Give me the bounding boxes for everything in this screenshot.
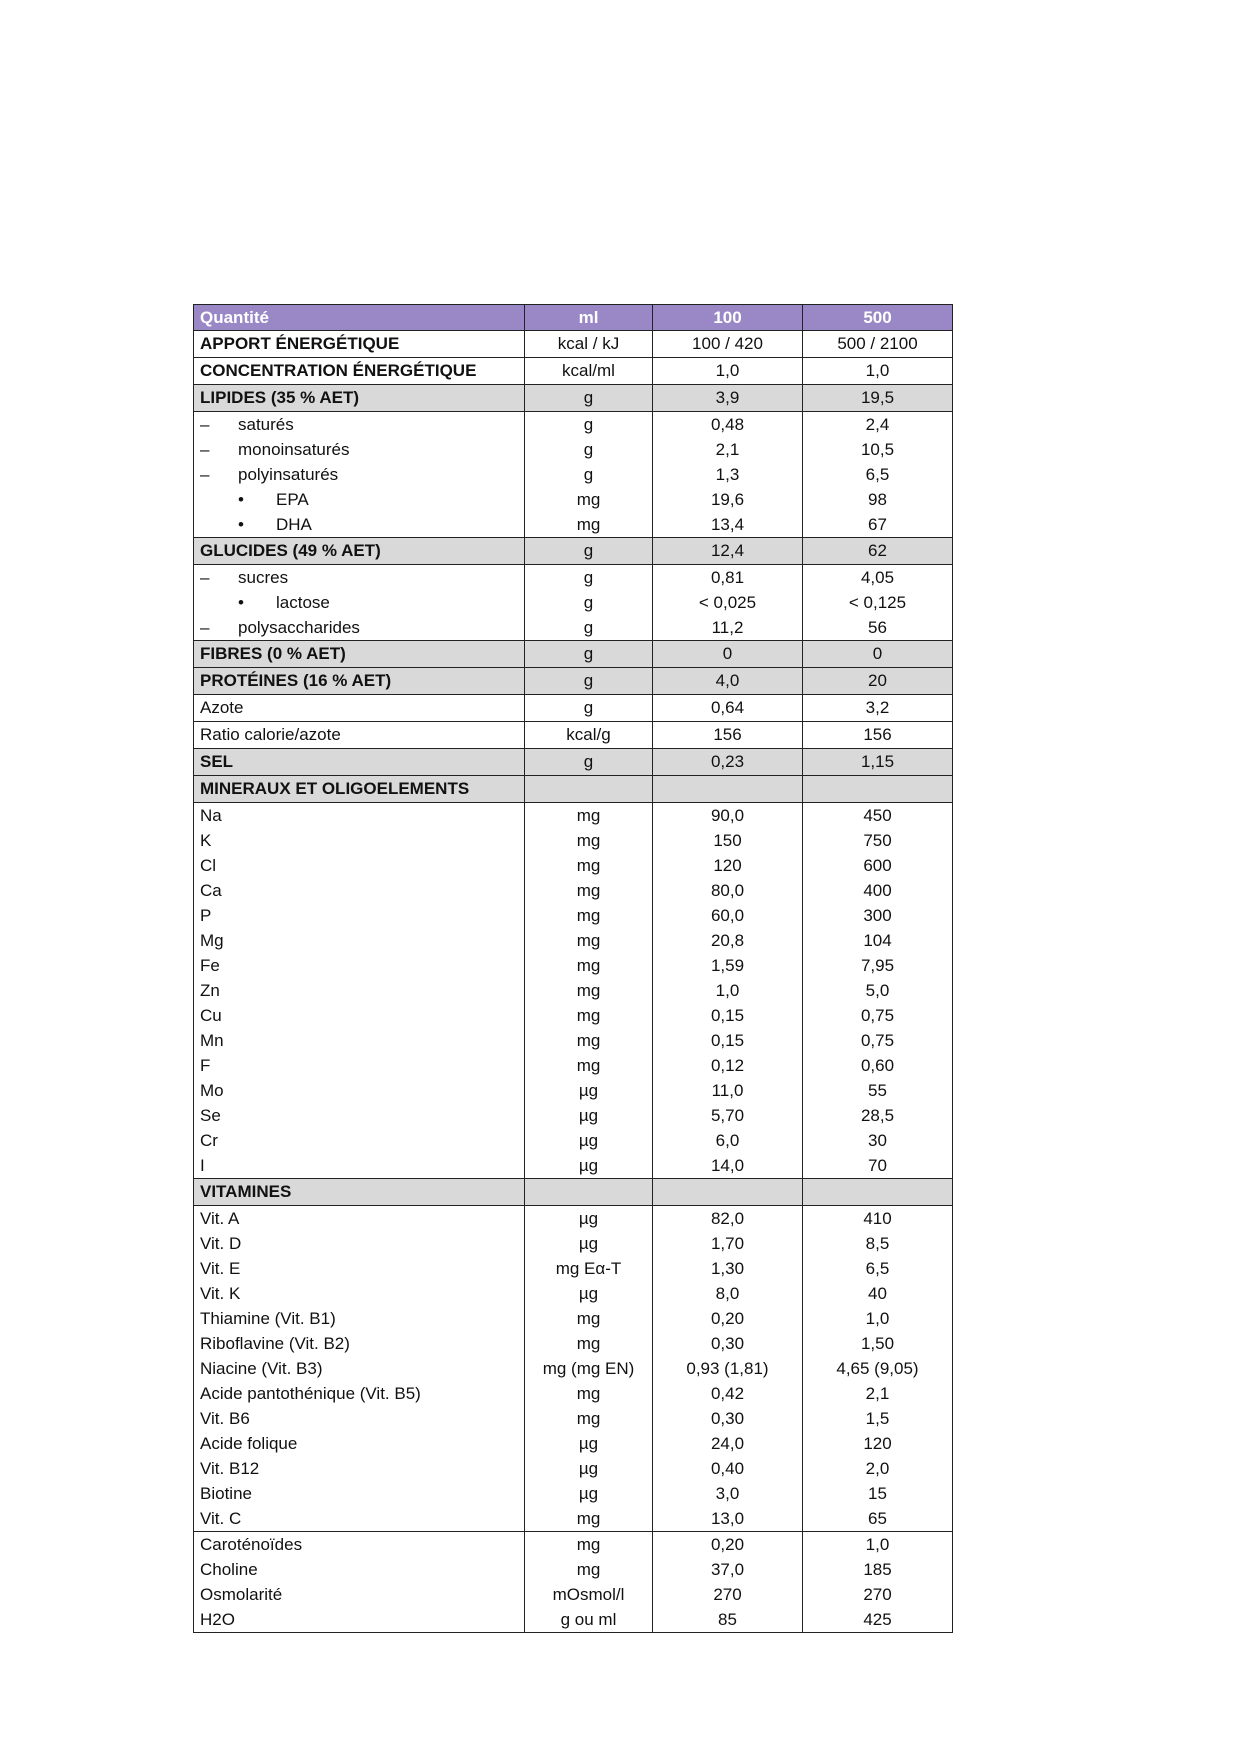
row-unit: g <box>525 615 653 641</box>
row-value-100: 11,0 <box>653 1078 803 1103</box>
row-label: Azote <box>194 695 525 722</box>
row-unit: µg <box>525 1153 653 1179</box>
table-row <box>194 615 953 641</box>
row-unit: g <box>525 437 653 462</box>
row-label: Mg <box>194 928 525 953</box>
row-value-100: 0,15 <box>653 1028 803 1053</box>
table-row <box>194 853 953 878</box>
row-label: Vit. E <box>194 1256 525 1281</box>
row-value-500: 450 <box>803 803 953 829</box>
row-unit: µg <box>525 1481 653 1506</box>
row-value-500: 156 <box>803 722 953 749</box>
row-unit: mg <box>525 978 653 1003</box>
row-value-500: 120 <box>803 1431 953 1456</box>
row-value-500: 104 <box>803 928 953 953</box>
row-unit: mg <box>525 853 653 878</box>
row-unit: g <box>525 695 653 722</box>
row-value-100: 6,0 <box>653 1128 803 1153</box>
row-value-500: 410 <box>803 1206 953 1232</box>
row-value-500: 55 <box>803 1078 953 1103</box>
table-row <box>194 1103 953 1128</box>
nutrition-table-container <box>193 304 952 1633</box>
bullet-marker: • <box>238 490 244 509</box>
row-unit: mg <box>525 803 653 829</box>
row-value-100: 0 <box>653 641 803 668</box>
row-value-100: 156 <box>653 722 803 749</box>
row-unit: mg <box>525 903 653 928</box>
row-value-500: 4,65 (9,05) <box>803 1356 953 1381</box>
row-unit: mg <box>525 1003 653 1028</box>
table-row <box>194 1028 953 1053</box>
row-label: FIBRES (0 % AET) <box>194 641 525 668</box>
row-label: Fe <box>194 953 525 978</box>
row-unit: µg <box>525 1206 653 1232</box>
row-value-100: 19,6 <box>653 487 803 512</box>
vitamins-rows <box>194 1206 953 1532</box>
row-value-500: 28,5 <box>803 1103 953 1128</box>
row-label: Acide folique <box>194 1431 525 1456</box>
row-label: Vit. B6 <box>194 1406 525 1431</box>
row-value-100: 37,0 <box>653 1557 803 1582</box>
row-label: saturés <box>238 415 294 434</box>
row-unit: g <box>525 641 653 668</box>
row-value-100: 0,64 <box>653 695 803 722</box>
table-row <box>194 1406 953 1431</box>
row-unit: µg <box>525 1103 653 1128</box>
row-value-100: 5,70 <box>653 1103 803 1128</box>
row-unit: g <box>525 538 653 565</box>
table-row <box>194 1281 953 1306</box>
minerals-rows <box>194 803 953 1179</box>
row-value-500: 5,0 <box>803 978 953 1003</box>
row-label: I <box>194 1153 525 1179</box>
row-label: F <box>194 1053 525 1078</box>
dash-marker: – <box>200 440 210 459</box>
row-value-500: 30 <box>803 1128 953 1153</box>
row-value-100: 0,20 <box>653 1306 803 1331</box>
row-value-100: 90,0 <box>653 803 803 829</box>
row-value-100: 0,15 <box>653 1003 803 1028</box>
row-value-100: 100 / 420 <box>653 331 803 358</box>
row-value-100: 2,1 <box>653 437 803 462</box>
table-row <box>194 1128 953 1153</box>
row-label: monoinsaturés <box>238 440 350 459</box>
row-value-100: 0,93 (1,81) <box>653 1356 803 1381</box>
table-row <box>194 1078 953 1103</box>
row-value-500: 1,5 <box>803 1406 953 1431</box>
row-label: APPORT ÉNERGÉTIQUE <box>194 331 525 358</box>
row-label: Vit. B12 <box>194 1456 525 1481</box>
row-label: Choline <box>194 1557 525 1582</box>
table-row <box>194 828 953 853</box>
dash-marker: – <box>200 618 210 637</box>
row-value-500: 8,5 <box>803 1231 953 1256</box>
header-500: 500 <box>803 305 953 331</box>
row-value-100: 1,70 <box>653 1231 803 1256</box>
row-unit: mg <box>525 828 653 853</box>
table-row <box>194 928 953 953</box>
row-value-500: 56 <box>803 615 953 641</box>
row-label: Niacine (Vit. B3) <box>194 1356 525 1381</box>
row-value-100: 1,0 <box>653 978 803 1003</box>
table-row <box>194 412 953 438</box>
row-label: SEL <box>194 749 525 776</box>
row-value-500: 1,15 <box>803 749 953 776</box>
row-value-500: 19,5 <box>803 385 953 412</box>
row-unit: mg <box>525 1532 653 1558</box>
row-unit: kcal/ml <box>525 358 653 385</box>
table-header <box>194 305 953 331</box>
row-value-500: 500 / 2100 <box>803 331 953 358</box>
row-label: Acide pantothénique (Vit. B5) <box>194 1381 525 1406</box>
row-value-500: < 0,125 <box>803 590 953 615</box>
row-unit: mg <box>525 1028 653 1053</box>
row-value-100: 3,0 <box>653 1481 803 1506</box>
bullet-marker: • <box>238 515 244 534</box>
row-unit: g <box>525 385 653 412</box>
table-row <box>194 953 953 978</box>
row-label: Caroténoïdes <box>194 1532 525 1558</box>
table-row <box>194 1206 953 1232</box>
table-row <box>194 462 953 487</box>
row-label: DHA <box>276 515 312 534</box>
table-row <box>194 565 953 591</box>
row-value-500: 98 <box>803 487 953 512</box>
table-row <box>194 1331 953 1356</box>
row-value-100: 0,42 <box>653 1381 803 1406</box>
row-value-500: 2,0 <box>803 1456 953 1481</box>
row-value-500: 0,75 <box>803 1028 953 1053</box>
table-row <box>194 641 953 668</box>
row-unit: mg <box>525 953 653 978</box>
row-value-500: 1,0 <box>803 1306 953 1331</box>
row-value-500: 400 <box>803 878 953 903</box>
table-row <box>194 331 953 358</box>
row-value-100: 1,30 <box>653 1256 803 1281</box>
row-label: H2O <box>194 1607 525 1633</box>
row-value-500: 300 <box>803 903 953 928</box>
row-label: P <box>194 903 525 928</box>
dash-marker: – <box>200 415 210 434</box>
row-value-100: 20,8 <box>653 928 803 953</box>
row-value-100: 24,0 <box>653 1431 803 1456</box>
row-value-100: 1,59 <box>653 953 803 978</box>
row-label: Na <box>194 803 525 829</box>
row-value-100: 0,30 <box>653 1406 803 1431</box>
row-value-500: 65 <box>803 1506 953 1532</box>
table-row <box>194 1532 953 1558</box>
row-label: polyinsaturés <box>238 465 339 484</box>
row-value-500: 10,5 <box>803 437 953 462</box>
row-value-500: 0 <box>803 641 953 668</box>
table-row <box>194 437 953 462</box>
row-value-500: 1,50 <box>803 1331 953 1356</box>
row-value-500: 750 <box>803 828 953 853</box>
table-row <box>194 1356 953 1381</box>
row-value-100: 270 <box>653 1582 803 1607</box>
row-value-500: 62 <box>803 538 953 565</box>
row-value-100: 3,9 <box>653 385 803 412</box>
table-row <box>194 1506 953 1532</box>
row-value-500: 270 <box>803 1582 953 1607</box>
row-label: Osmolarité <box>194 1582 525 1607</box>
minerals-title: MINERAUX ET OLIGOELEMENTS <box>194 776 525 803</box>
row-label: Biotine <box>194 1481 525 1506</box>
header-unit: ml <box>525 305 653 331</box>
row-unit: mg <box>525 1557 653 1582</box>
row-label: Riboflavine (Vit. B2) <box>194 1331 525 1356</box>
row-unit: mg <box>525 1331 653 1356</box>
row-value-500: 20 <box>803 668 953 695</box>
row-value-500: 185 <box>803 1557 953 1582</box>
vitamins-section <box>194 1179 953 1206</box>
row-unit: g <box>525 749 653 776</box>
row-label: Vit. C <box>194 1506 525 1532</box>
row-label: Zn <box>194 978 525 1003</box>
table-row <box>194 590 953 615</box>
row-value-500: 6,5 <box>803 462 953 487</box>
row-label: lactose <box>276 593 330 612</box>
row-value-500: 15 <box>803 1481 953 1506</box>
row-unit: mOsmol/l <box>525 1582 653 1607</box>
row-label: EPA <box>276 490 309 509</box>
table-row <box>194 668 953 695</box>
table-row <box>194 1153 953 1179</box>
table-row <box>194 538 953 565</box>
row-value-100: 13,0 <box>653 1506 803 1532</box>
section-title-row <box>194 776 953 803</box>
bullet-marker: • <box>238 593 244 612</box>
minerals-section <box>194 776 953 803</box>
row-unit: g <box>525 668 653 695</box>
row-label: Cl <box>194 853 525 878</box>
row-label: Cu <box>194 1003 525 1028</box>
row-value-500: 0,75 <box>803 1003 953 1028</box>
row-label: GLUCIDES (49 % AET) <box>194 538 525 565</box>
table-row <box>194 1481 953 1506</box>
row-unit: g ou ml <box>525 1607 653 1633</box>
row-label: Mo <box>194 1078 525 1103</box>
row-unit: µg <box>525 1431 653 1456</box>
row-label: Cr <box>194 1128 525 1153</box>
row-label: Vit. D <box>194 1231 525 1256</box>
row-unit: mg <box>525 1053 653 1078</box>
row-value-100: 0,48 <box>653 412 803 438</box>
section-title-row <box>194 1179 953 1206</box>
row-label: CONCENTRATION ÉNERGÉTIQUE <box>194 358 525 385</box>
row-value-100: 14,0 <box>653 1153 803 1179</box>
row-unit: g <box>525 565 653 591</box>
table-row <box>194 487 953 512</box>
row-value-500: 0,60 <box>803 1053 953 1078</box>
row-value-500: 1,0 <box>803 1532 953 1558</box>
table-row <box>194 722 953 749</box>
dash-marker: – <box>200 568 210 587</box>
table-row <box>194 512 953 538</box>
row-unit: kcal / kJ <box>525 331 653 358</box>
table-row <box>194 1607 953 1633</box>
row-label: polysaccharides <box>238 618 360 637</box>
table-row <box>194 749 953 776</box>
table-row <box>194 1231 953 1256</box>
row-unit: mg <box>525 1406 653 1431</box>
row-unit: mg <box>525 512 653 538</box>
table-row <box>194 1256 953 1281</box>
nutrition-table <box>193 304 953 1633</box>
header-100: 100 <box>653 305 803 331</box>
row-unit: mg <box>525 487 653 512</box>
row-value-500: 70 <box>803 1153 953 1179</box>
row-label: Vit. A <box>194 1206 525 1232</box>
row-value-100: 4,0 <box>653 668 803 695</box>
row-value-500: 7,95 <box>803 953 953 978</box>
table-row <box>194 1053 953 1078</box>
row-value-100: 1,3 <box>653 462 803 487</box>
row-unit: µg <box>525 1456 653 1481</box>
row-value-100: 0,40 <box>653 1456 803 1481</box>
row-value-100: 0,81 <box>653 565 803 591</box>
row-value-100: 8,0 <box>653 1281 803 1306</box>
table-row <box>194 1557 953 1582</box>
row-label: Se <box>194 1103 525 1128</box>
row-value-100: 0,12 <box>653 1053 803 1078</box>
row-label: Vit. K <box>194 1281 525 1306</box>
row-value-500: 2,4 <box>803 412 953 438</box>
row-value-100: 80,0 <box>653 878 803 903</box>
row-unit: µg <box>525 1078 653 1103</box>
row-value-100: 0,30 <box>653 1331 803 1356</box>
table-row <box>194 1003 953 1028</box>
row-value-100: 82,0 <box>653 1206 803 1232</box>
row-value-100: 11,2 <box>653 615 803 641</box>
row-value-500: 3,2 <box>803 695 953 722</box>
table-row <box>194 903 953 928</box>
table-row <box>194 1456 953 1481</box>
table-row <box>194 358 953 385</box>
row-value-100: 120 <box>653 853 803 878</box>
row-unit: g <box>525 590 653 615</box>
row-unit: mg <box>525 1506 653 1532</box>
other-rows <box>194 1532 953 1633</box>
row-value-500: 600 <box>803 853 953 878</box>
row-value-500: 2,1 <box>803 1381 953 1406</box>
table-row <box>194 385 953 412</box>
row-unit: µg <box>525 1281 653 1306</box>
row-label: K <box>194 828 525 853</box>
row-value-100: < 0,025 <box>653 590 803 615</box>
table-row <box>194 878 953 903</box>
row-label: LIPIDES (35 % AET) <box>194 385 525 412</box>
row-label: Ratio calorie/azote <box>194 722 525 749</box>
table-row <box>194 1306 953 1331</box>
header-quantite: Quantité <box>194 305 525 331</box>
row-value-100: 0,23 <box>653 749 803 776</box>
table-row <box>194 978 953 1003</box>
row-unit: mg (mg EN) <box>525 1356 653 1381</box>
row-unit: µg <box>525 1231 653 1256</box>
row-unit: mg <box>525 1306 653 1331</box>
row-value-500: 1,0 <box>803 358 953 385</box>
vitamins-title: VITAMINES <box>194 1179 525 1206</box>
row-value-500: 425 <box>803 1607 953 1633</box>
row-value-100: 13,4 <box>653 512 803 538</box>
table-row <box>194 1431 953 1456</box>
row-unit: mg <box>525 878 653 903</box>
table-row <box>194 803 953 829</box>
row-unit: kcal/g <box>525 722 653 749</box>
table-row <box>194 695 953 722</box>
row-label: Thiamine (Vit. B1) <box>194 1306 525 1331</box>
row-value-500: 4,05 <box>803 565 953 591</box>
row-unit: mg <box>525 1381 653 1406</box>
row-unit: mg <box>525 928 653 953</box>
row-value-500: 40 <box>803 1281 953 1306</box>
table-row <box>194 1381 953 1406</box>
dash-marker: – <box>200 465 210 484</box>
row-value-500: 67 <box>803 512 953 538</box>
row-value-100: 85 <box>653 1607 803 1633</box>
row-value-100: 12,4 <box>653 538 803 565</box>
row-label: Ca <box>194 878 525 903</box>
row-label: Mn <box>194 1028 525 1053</box>
row-value-100: 1,0 <box>653 358 803 385</box>
row-unit: g <box>525 462 653 487</box>
row-value-100: 150 <box>653 828 803 853</box>
row-label: PROTÉINES (16 % AET) <box>194 668 525 695</box>
row-label: sucres <box>238 568 289 587</box>
row-unit: µg <box>525 1128 653 1153</box>
table-row <box>194 1582 953 1607</box>
row-unit: g <box>525 412 653 438</box>
row-value-500: 6,5 <box>803 1256 953 1281</box>
row-value-100: 60,0 <box>653 903 803 928</box>
row-unit: mg Eα-T <box>525 1256 653 1281</box>
row-value-100: 0,20 <box>653 1532 803 1558</box>
